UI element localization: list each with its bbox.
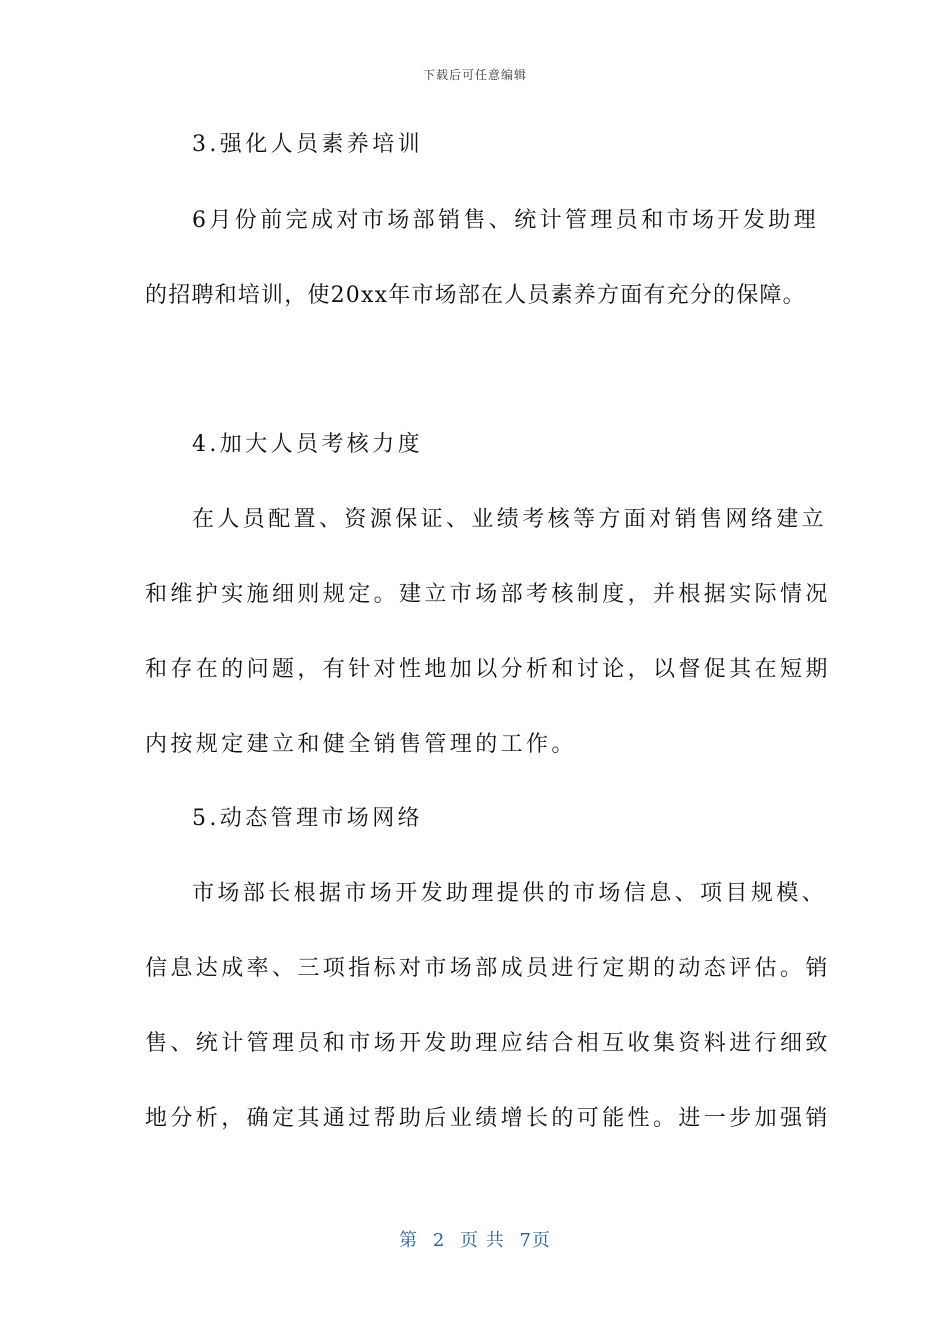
- page-number-prefix: 第: [399, 1230, 419, 1251]
- paragraph-line: 内按规定建立和健全销售管理的工作。: [145, 732, 577, 757]
- paragraph-line: 和维护实施细则规定。建立市场部考核制度，并根据实际情况: [145, 582, 831, 607]
- paragraph-line: 地分析，确定其通过帮助后业绩增长的可能性。进一步加强销: [145, 1106, 831, 1131]
- paragraph-line: 市场部长根据市场开发助理提供的市场信息、项目规模、: [192, 881, 828, 906]
- section-heading-5: 5.动态管理市场网络: [192, 806, 423, 831]
- page-number-current: 2: [432, 1230, 446, 1251]
- paragraph-line: 的招聘和培训，使20xx年市场部在人员素养方面有充分的保障。: [145, 283, 806, 308]
- paragraph-line: 信息达成率、三项指标对市场部成员进行定期的动态评估。销: [145, 956, 831, 981]
- section-heading-3: 3.强化人员素养培训: [192, 132, 423, 157]
- paragraph-line: 在人员配置、资源保证、业绩考核等方面对销售网络建立: [192, 507, 828, 532]
- page-number-middle: 页 共: [460, 1230, 505, 1251]
- page-header-note: 下载后可任意编辑: [422, 68, 527, 82]
- page-number-total: 7页: [519, 1230, 551, 1251]
- page-number-footer: [0, 1226, 950, 1252]
- paragraph-line: 售、统计管理员和市场开发助理应结合相互收集资料进行细致: [145, 1031, 831, 1056]
- section-heading-4: 4.加大人员考核力度: [192, 432, 423, 457]
- paragraph-line: 6月份前完成对市场部销售、统计管理员和市场开发助理: [192, 208, 819, 233]
- paragraph-line: 和存在的问题，有针对性地加以分析和讨论，以督促其在短期: [145, 657, 831, 682]
